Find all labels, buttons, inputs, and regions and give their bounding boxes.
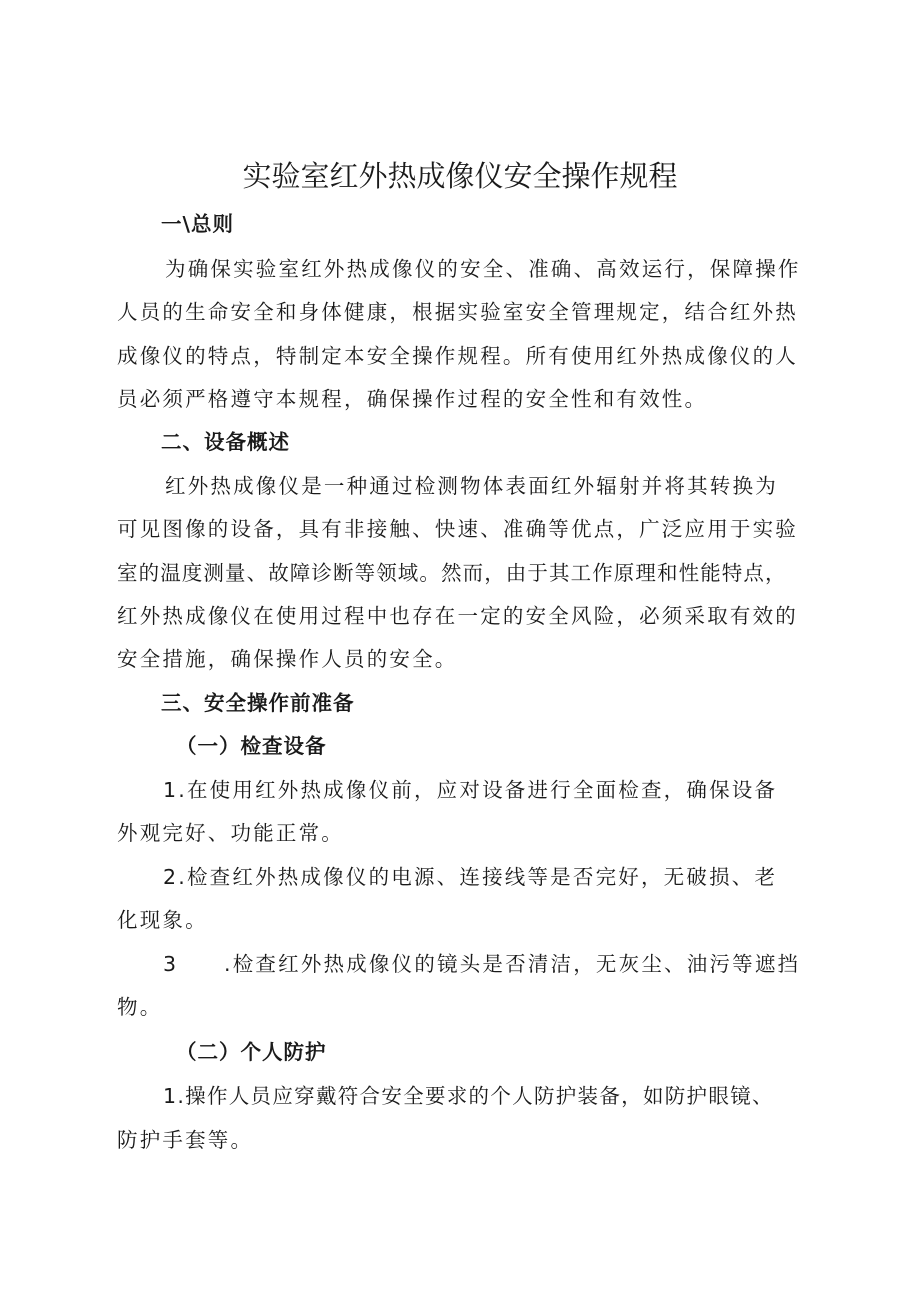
section-heading-general: 一\总则 — [161, 212, 234, 236]
subsection-heading-check: （一）检查设备 — [176, 734, 327, 758]
list-item-protection-1 — [163, 1079, 774, 1109]
list-item-check-2 — [163, 860, 777, 890]
paragraph-line: 物。 — [117, 995, 163, 1019]
paragraph-line: 成像仪的特点，特制定本安全操作规程。所有使用红外热成像仪的人 — [117, 344, 798, 368]
list-item-number: 1 — [163, 778, 179, 802]
paragraph-line: 红外热成像仪在使用过程中也存在一定的安全风险，必须采取有效的 — [117, 604, 798, 628]
paragraph-line: 红外热成像仪是一种通过检测物体表面红外辐射并将其转换为 — [165, 474, 778, 498]
paragraph-line: 安全措施，确保操作人员的安全。 — [117, 647, 458, 671]
paragraph-line: 为确保实验室红外热成像仪的安全、准确、高效运行，保障操作 — [165, 257, 801, 281]
paragraph-line: 可见图像的设备，具有非接触、快速、准确等优点，广泛应用于实验 — [117, 517, 798, 541]
list-item-number: 3 — [163, 952, 179, 976]
list-item-text: .检查红外热成像仪的镜头是否清洁，无灰尘、油污等遮挡 — [224, 952, 801, 976]
list-item-check-3 — [163, 947, 800, 977]
list-item-number: 2 — [163, 865, 179, 889]
document-title: 实验室红外热成像仪安全操作规程 — [242, 159, 678, 193]
paragraph-line: 化现象。 — [117, 908, 208, 932]
section-heading-overview: 二、设备概述 — [161, 430, 290, 454]
paragraph-line: 防护手套等。 — [117, 1128, 254, 1152]
list-item-check-1 — [163, 773, 777, 803]
section-heading-preparation: 三、安全操作前准备 — [161, 691, 355, 715]
list-item-text: .在使用红外热成像仪前，应对设备进行全面检查，确保设备 — [178, 778, 778, 802]
list-item-number: 1 — [163, 1084, 178, 1108]
subsection-heading-protection: （二）个人防护 — [176, 1040, 327, 1064]
list-item-text: .检查红外热成像仪的电源、连接线等是否完好，无破损、老 — [178, 865, 778, 889]
list-item-text: .操作人员应穿戴符合安全要求的个人防护装备，如防护眼镜、 — [177, 1084, 774, 1108]
paragraph-line: 外观完好、功能正常。 — [117, 821, 344, 845]
paragraph-line: 人员的生命安全和身体健康，根据实验室安全管理规定，结合红外热 — [117, 300, 798, 324]
paragraph-line: 室的温度测量、故障诊断等领域。然而，由于其工作原理和性能特点， — [117, 561, 787, 585]
paragraph-line: 员必须严格遵守本规程，确保操作过程的安全性和有效性。 — [117, 387, 708, 411]
